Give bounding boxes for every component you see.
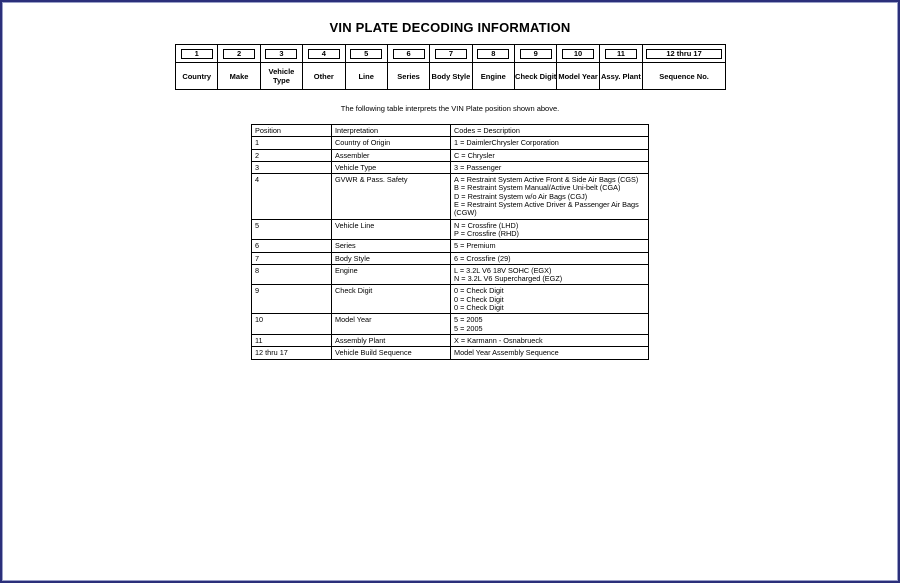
position-cell: 8 <box>252 264 332 285</box>
code-description: D = Restraint System w/o Air Bags (CGJ) <box>454 191 588 201</box>
vin-position-number: 9 <box>520 49 552 59</box>
vin-position-cell <box>260 45 302 63</box>
code-description: 6 = Crossfire (29) <box>454 253 511 263</box>
column-header-position: Position <box>252 125 332 137</box>
vin-position-cell <box>515 45 557 63</box>
vin-position-cell <box>430 45 472 63</box>
vin-position-label: Sequence No. <box>643 63 726 90</box>
table-row <box>252 137 649 149</box>
vin-position-label: Body Style <box>430 63 472 90</box>
interpretation-cell: Body Style <box>332 252 451 264</box>
codes-cell <box>451 252 649 264</box>
code-description: E = Restraint System Active Driver & Passenger Air Bags (CGW) <box>454 200 639 218</box>
code-description: 5 = Premium <box>454 241 496 251</box>
position-cell: 12 thru 17 <box>252 347 332 359</box>
position-cell: 6 <box>252 240 332 252</box>
vin-position-number: 7 <box>435 49 467 59</box>
interpretation-cell: Assembly Plant <box>332 334 451 346</box>
code-description: N = 3.2L V6 Supercharged (EGZ) <box>454 274 563 284</box>
codes-cell <box>451 137 649 149</box>
codes-cell <box>451 264 649 285</box>
vin-position-cell <box>218 45 260 63</box>
interpretation-cell: Series <box>332 240 451 252</box>
code-description: X = Karmann - Osnabrueck <box>454 335 543 345</box>
interpretation-cell: Vehicle Build Sequence <box>332 347 451 359</box>
vin-position-label: Check Digit <box>515 63 557 90</box>
vin-position-number: 10 <box>562 49 594 59</box>
vin-position-number: 3 <box>265 49 297 59</box>
vin-position-label: Model Year <box>557 63 599 90</box>
interpretation-cell: Check Digit <box>332 285 451 314</box>
vin-position-number: 12 thru 17 <box>646 49 722 59</box>
vin-position-label: Vehicle Type <box>260 63 302 90</box>
interpretation-cell: Vehicle Line <box>332 219 451 240</box>
position-cell: 10 <box>252 314 332 335</box>
table-header-row <box>252 125 649 137</box>
table-row <box>252 252 649 264</box>
code-description: 5 = 2005 <box>454 315 483 325</box>
code-description: A = Restraint System Active Front & Side Air Bags (CGS) <box>454 175 639 185</box>
table-row <box>252 285 649 314</box>
vin-position-cell <box>303 45 345 63</box>
vin-position-label: Country <box>176 63 218 90</box>
codes-cell <box>451 314 649 335</box>
codes-cell <box>451 174 649 219</box>
table-row <box>252 334 649 346</box>
vin-position-number: 8 <box>477 49 509 59</box>
table-row <box>252 161 649 173</box>
codes-cell <box>451 240 649 252</box>
code-description: 3 = Passenger <box>454 162 502 172</box>
table-row <box>252 314 649 335</box>
code-description: L = 3.2L V6 18V SOHC (EGX) <box>454 265 552 275</box>
codes-cell <box>451 219 649 240</box>
codes-cell <box>451 334 649 346</box>
vin-position-cell <box>599 45 642 63</box>
vin-position-cell <box>176 45 218 63</box>
intro-text: The following table interprets the VIN Plate position shown above. <box>340 104 560 113</box>
page-title: VIN PLATE DECODING INFORMATION <box>329 20 571 35</box>
table-row <box>252 347 649 359</box>
code-description: Model Year Assembly Sequence <box>454 348 559 358</box>
code-description: 0 = Check Digit <box>454 286 504 296</box>
codes-cell <box>451 347 649 359</box>
code-description: 1 = DaimlerChrysler Corporation <box>454 138 559 148</box>
vin-position-number: 2 <box>223 49 255 59</box>
interpretation-cell: Country of Origin <box>332 137 451 149</box>
codes-cell <box>451 161 649 173</box>
vin-number-row <box>176 45 726 63</box>
vin-position-cell <box>643 45 726 63</box>
vin-position-label: Series <box>387 63 429 90</box>
code-description: B = Restraint System Manual/Active Uni-belt (CGA) <box>454 183 621 193</box>
interpretation-cell: Engine <box>332 264 451 285</box>
vin-label-row <box>176 63 726 90</box>
interpretation-cell: Assembler <box>332 149 451 161</box>
vin-position-table <box>175 44 726 90</box>
vin-position-number: 4 <box>308 49 340 59</box>
vin-position-label: Make <box>218 63 260 90</box>
code-description: 0 = Check Digit <box>454 303 504 313</box>
code-description: P = Crossfire (RHD) <box>454 228 519 238</box>
table-row <box>252 149 649 161</box>
codes-cell <box>451 285 649 314</box>
vin-position-label: Engine <box>472 63 514 90</box>
codes-cell <box>451 149 649 161</box>
vin-position-cell <box>387 45 429 63</box>
vin-position-number: 1 <box>181 49 213 59</box>
position-cell: 5 <box>252 219 332 240</box>
table-row <box>252 240 649 252</box>
code-description: 0 = Check Digit <box>454 294 504 304</box>
vin-position-number: 6 <box>393 49 425 59</box>
vin-position-label: Assy. Plant <box>599 63 642 90</box>
code-description: 5 = 2005 <box>454 323 483 333</box>
vin-position-cell <box>557 45 599 63</box>
table-row <box>252 219 649 240</box>
vin-position-cell <box>345 45 387 63</box>
vin-position-cell <box>472 45 514 63</box>
position-cell: 4 <box>252 174 332 219</box>
interpretation-cell: Model Year <box>332 314 451 335</box>
code-description: C = Chrysler <box>454 150 495 160</box>
interpretation-cell: GVWR & Pass. Safety <box>332 174 451 219</box>
column-header-codes: Codes = Description <box>451 125 649 137</box>
position-cell: 1 <box>252 137 332 149</box>
column-header-interpretation: Interpretation <box>332 125 451 137</box>
position-cell: 11 <box>252 334 332 346</box>
vin-decode-table <box>251 124 649 360</box>
table-row <box>252 264 649 285</box>
interpretation-cell: Vehicle Type <box>332 161 451 173</box>
position-cell: 9 <box>252 285 332 314</box>
position-cell: 7 <box>252 252 332 264</box>
vin-position-number: 5 <box>350 49 382 59</box>
position-cell: 3 <box>252 161 332 173</box>
position-cell: 2 <box>252 149 332 161</box>
vin-position-number: 11 <box>605 49 637 59</box>
code-description: N = Crossfire (LHD) <box>454 220 519 230</box>
table-row <box>252 174 649 219</box>
table-body <box>252 137 649 359</box>
vin-position-label: Line <box>345 63 387 90</box>
vin-position-label: Other <box>303 63 345 90</box>
